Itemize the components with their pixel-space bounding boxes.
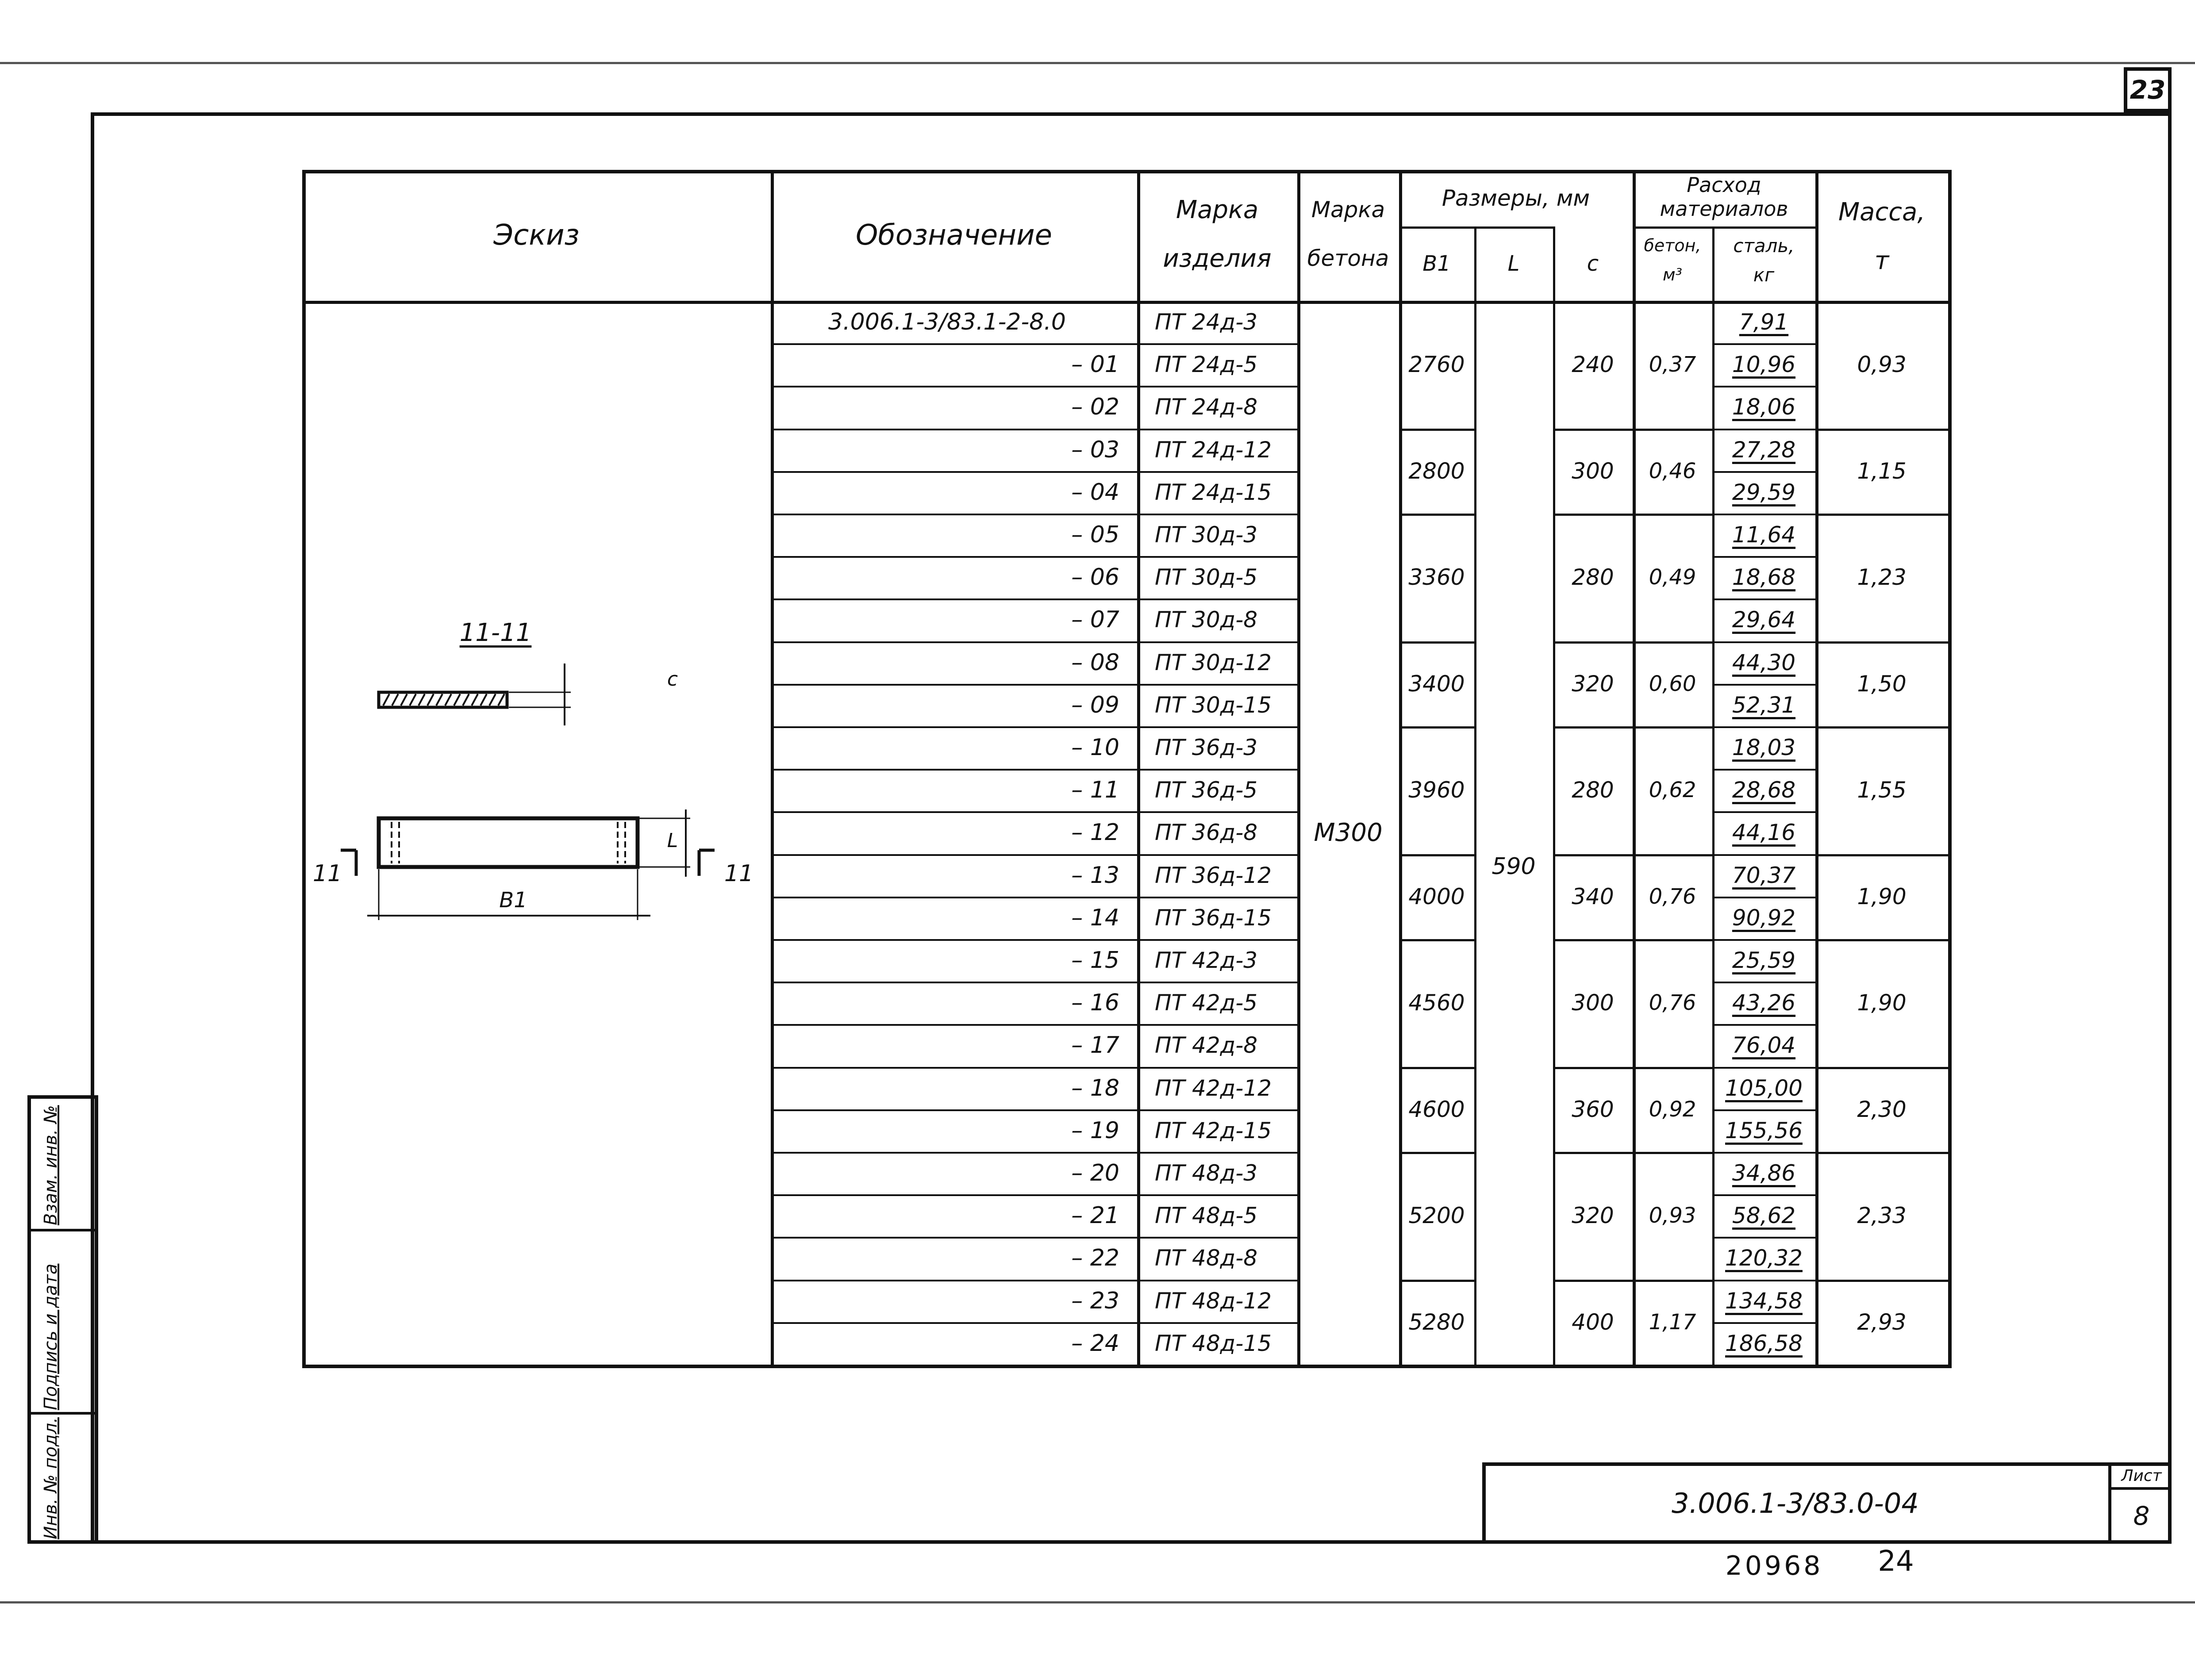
header-concrete: бетон, [1644, 236, 1701, 255]
side-stamp-replace: Взам. инв. № [41, 1105, 61, 1225]
section-hatch [383, 694, 504, 706]
item-mark: ПТ 24д-12 [1155, 437, 1272, 463]
size-c: 320 [1572, 671, 1614, 697]
concrete-volume: 0,92 [1649, 1097, 1696, 1122]
header-mass-2: т [1874, 246, 1889, 275]
header-concrete-mark: Марка [1311, 197, 1385, 222]
page-number: 23 [2130, 75, 2166, 105]
length-value: 590 [1492, 853, 1536, 880]
mass-value: 1,23 [1857, 564, 1907, 591]
title-block-divider [2108, 1462, 2111, 1544]
size-b1: 4600 [1408, 1096, 1465, 1122]
designation-suffix: – 07 [1071, 606, 1119, 633]
side-stamp-row-line [27, 1412, 98, 1415]
concrete-volume: 0,62 [1649, 778, 1696, 803]
header-consumption-2: материалов [1660, 197, 1788, 221]
item-mark: ПТ 42д-12 [1155, 1075, 1272, 1101]
size-c: 340 [1572, 883, 1614, 909]
steel-consumption: 18,68 [1732, 564, 1796, 591]
item-mark: ПТ 36д-12 [1155, 862, 1272, 888]
header-c: c [1587, 251, 1599, 276]
size-c: 280 [1572, 564, 1614, 591]
header-consumption: Расход [1687, 173, 1761, 197]
item-mark: ПТ 30д-3 [1155, 522, 1258, 548]
item-mark: ПТ 42д-8 [1155, 1032, 1258, 1059]
archive-page: 24 [1878, 1545, 1914, 1578]
steel-consumption: 105,00 [1725, 1075, 1803, 1101]
item-mark: ПТ 48д-5 [1155, 1203, 1258, 1229]
item-mark: ПТ 48д-15 [1155, 1330, 1272, 1356]
concrete-volume: 1,17 [1649, 1309, 1696, 1335]
table-border-right [1948, 170, 1952, 1368]
designation-suffix: – 23 [1071, 1287, 1119, 1314]
designation-suffix: – 06 [1071, 564, 1119, 591]
size-c: 300 [1572, 458, 1614, 484]
steel-consumption: 25,59 [1732, 947, 1796, 974]
section-label: 11-11 [459, 618, 532, 647]
concrete-volume: 0,76 [1649, 990, 1696, 1016]
steel-consumption: 34,86 [1732, 1160, 1796, 1186]
dim-l-label: L [667, 829, 678, 852]
header-sizes: Размеры, мм [1442, 185, 1590, 211]
header-mass: Масса, [1838, 197, 1926, 226]
steel-consumption: 27,28 [1732, 437, 1796, 463]
steel-consumption: 52,31 [1732, 692, 1796, 718]
steel-consumption: 134,58 [1725, 1288, 1803, 1314]
header-steel: сталь, [1733, 234, 1795, 257]
bottom-edge-line [0, 1601, 2195, 1603]
concrete-volume: 0,93 [1649, 1203, 1696, 1228]
steel-consumption: 44,30 [1732, 649, 1796, 675]
concrete-volume: 0,60 [1649, 671, 1696, 696]
mass-value: 0,93 [1857, 352, 1907, 378]
size-b1: 3360 [1408, 564, 1465, 591]
steel-consumption: 76,04 [1732, 1032, 1796, 1059]
designation-suffix: – 11 [1071, 777, 1119, 804]
designation-suffix: – 24 [1071, 1330, 1119, 1357]
steel-consumption: 11,64 [1732, 522, 1796, 548]
table-col-line [1474, 226, 1476, 1365]
designation-suffix: – 04 [1071, 479, 1119, 506]
concrete-volume: 0,37 [1649, 352, 1696, 377]
steel-consumption: 43,26 [1732, 990, 1796, 1016]
table-col-line [1137, 170, 1140, 1365]
steel-consumption: 29,59 [1732, 479, 1796, 505]
size-b1: 4560 [1408, 990, 1465, 1016]
header-b1: B1 [1422, 251, 1451, 276]
document-code: 3.006.1-3/83.0-04 [1672, 1487, 1919, 1519]
item-mark: ПТ 36д-3 [1155, 735, 1258, 761]
side-stamp-row-line [27, 1229, 98, 1231]
designation-suffix: – 15 [1071, 947, 1119, 974]
item-mark: ПТ 30д-8 [1155, 607, 1258, 633]
side-stamp [27, 1095, 98, 1544]
steel-consumption: 28,68 [1732, 777, 1796, 803]
steel-consumption: 70,37 [1732, 862, 1796, 888]
item-mark: ПТ 36д-5 [1155, 777, 1258, 803]
cut-marker-right [699, 850, 715, 876]
steel-consumption: 186,58 [1725, 1330, 1803, 1356]
designation-suffix: – 12 [1071, 819, 1119, 846]
size-c: 320 [1572, 1203, 1614, 1229]
size-b1: 3960 [1408, 777, 1465, 803]
designation-suffix: – 13 [1071, 862, 1119, 889]
item-mark: ПТ 30д-5 [1155, 564, 1258, 591]
steel-consumption: 58,62 [1732, 1203, 1796, 1229]
designation-suffix: – 14 [1071, 904, 1119, 931]
size-b1: 2800 [1408, 458, 1465, 484]
size-b1: 5200 [1408, 1203, 1465, 1229]
cut-label-right: 11 [724, 860, 754, 887]
item-mark: ПТ 24д-3 [1155, 309, 1258, 335]
steel-consumption: 44,16 [1732, 820, 1796, 846]
designation-suffix: – 01 [1071, 351, 1119, 378]
designation-suffix: – 03 [1071, 436, 1119, 463]
cut-label-left: 11 [312, 860, 342, 887]
designation-suffix: – 21 [1071, 1202, 1119, 1229]
side-stamp-inv: Инв. № подл. [41, 1417, 61, 1539]
designation-suffix: – 02 [1071, 394, 1119, 421]
header-item-mark: Марка [1176, 195, 1259, 224]
archive-number: 20968 [1725, 1550, 1823, 1581]
item-mark: ПТ 42д-5 [1155, 990, 1258, 1016]
steel-consumption: 7,91 [1739, 309, 1789, 335]
mass-value: 1,55 [1857, 777, 1907, 803]
size-c: 280 [1572, 777, 1614, 803]
item-mark: ПТ 42д-15 [1155, 1117, 1272, 1143]
table-col-line [771, 170, 774, 1365]
item-mark: ПТ 24д-8 [1155, 394, 1258, 420]
mass-value: 2,33 [1857, 1203, 1907, 1229]
item-mark: ПТ 48д-3 [1155, 1160, 1258, 1186]
header-sketch: Эскиз [493, 219, 580, 252]
designation-suffix: – 22 [1071, 1245, 1119, 1272]
steel-consumption: 10,96 [1732, 352, 1796, 378]
item-mark: ПТ 48д-8 [1155, 1245, 1258, 1271]
item-mark: ПТ 48д-12 [1155, 1288, 1272, 1314]
size-c: 360 [1572, 1096, 1614, 1122]
mass-value: 2,93 [1857, 1309, 1907, 1335]
steel-consumption: 18,03 [1732, 735, 1796, 761]
item-mark: ПТ 36д-15 [1155, 905, 1272, 931]
header-concrete-2: м³ [1663, 265, 1682, 284]
designation-suffix: – 20 [1071, 1160, 1119, 1187]
consumption-header-line [1633, 226, 1815, 229]
concrete-volume: 0,46 [1649, 458, 1696, 483]
header-item-mark-2: изделия [1163, 244, 1272, 273]
designation-suffix: – 10 [1071, 734, 1119, 761]
designation-main: 3.006.1-3/83.1-2-8.0 [828, 309, 1066, 336]
sheet-number: 8 [2133, 1501, 2150, 1531]
mass-value: 1,50 [1857, 671, 1907, 697]
size-c: 300 [1572, 990, 1614, 1016]
size-b1: 2760 [1408, 352, 1465, 378]
concrete-mark-value: М300 [1314, 818, 1383, 847]
item-mark: ПТ 24д-15 [1155, 479, 1272, 505]
item-mark: ПТ 36д-8 [1155, 820, 1258, 846]
item-mark: ПТ 30д-12 [1155, 649, 1272, 675]
mass-value: 1,90 [1857, 990, 1907, 1016]
header-designation: Обозначение [855, 219, 1053, 252]
steel-consumption: 29,64 [1732, 607, 1796, 633]
steel-consumption: 18,06 [1732, 394, 1796, 420]
designation-suffix: – 19 [1071, 1117, 1119, 1144]
designation-suffix: – 17 [1071, 1032, 1119, 1059]
designation-suffix: – 05 [1071, 522, 1119, 548]
concrete-volume: 0,76 [1649, 884, 1696, 909]
item-mark: ПТ 42д-3 [1155, 947, 1258, 974]
designation-suffix: – 18 [1071, 1074, 1119, 1101]
designation-suffix: – 16 [1071, 990, 1119, 1016]
dim-c-label: c [667, 667, 678, 690]
side-stamp-signature: Подпись и дата [41, 1263, 61, 1410]
steel-consumption: 120,32 [1725, 1245, 1803, 1271]
concrete-volume: 0,49 [1649, 565, 1696, 590]
dim-b1-label: B1 [499, 888, 527, 913]
size-b1: 4000 [1408, 883, 1465, 909]
mass-value: 1,15 [1857, 458, 1907, 484]
mass-value: 1,90 [1857, 883, 1907, 909]
steel-consumption: 90,92 [1732, 905, 1796, 931]
table-border-bottom [302, 1365, 1948, 1368]
sheet-label: Лист [2121, 1466, 2162, 1485]
size-b1: 5280 [1408, 1309, 1465, 1335]
plan-slab [379, 818, 638, 867]
size-b1: 3400 [1408, 671, 1465, 697]
item-mark: ПТ 24д-5 [1155, 352, 1258, 378]
header-l: L [1507, 251, 1520, 276]
steel-consumption: 155,56 [1725, 1117, 1803, 1143]
section-sketch [301, 606, 770, 942]
size-c: 240 [1572, 352, 1614, 378]
header-steel-2: кг [1753, 264, 1775, 286]
mass-value: 2,30 [1857, 1096, 1907, 1122]
side-stamp-divider [27, 1095, 31, 1544]
top-edge-line [0, 62, 2195, 64]
item-mark: ПТ 30д-15 [1155, 692, 1272, 718]
header-concrete-mark-2: бетона [1307, 245, 1389, 271]
size-c: 400 [1572, 1309, 1614, 1335]
designation-suffix: – 08 [1071, 649, 1119, 676]
designation-suffix: – 09 [1071, 691, 1119, 718]
